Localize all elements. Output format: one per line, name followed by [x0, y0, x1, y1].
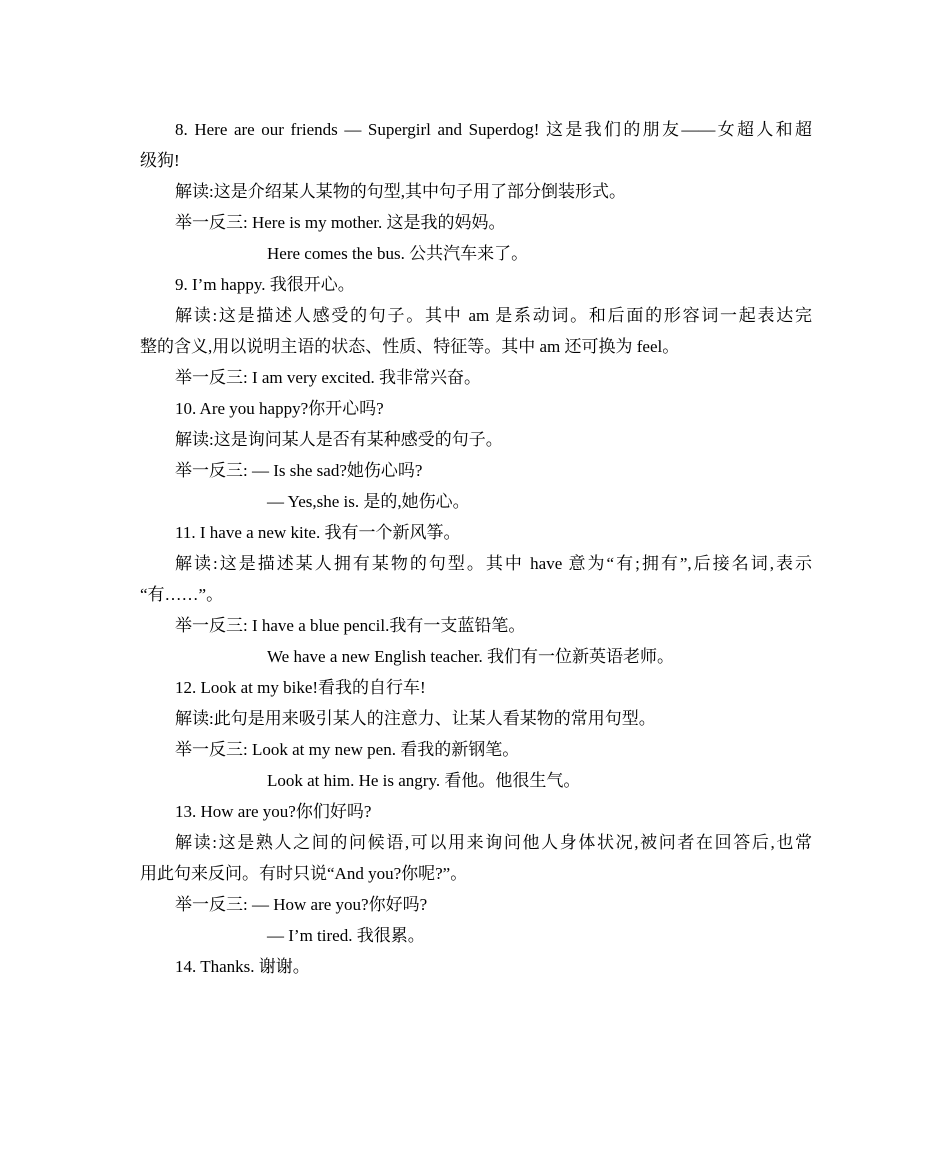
text-line: 12. Look at my bike!看我的自行车! — [175, 678, 426, 697]
text-line: 整的含义,用以说明主语的状态、性质、特征等。其中 am 还可换为 feel。 — [140, 337, 680, 356]
text-line: 级狗! — [140, 151, 180, 170]
text-line: 10. Are you happy?你开心吗? — [175, 399, 384, 418]
text-line: 举一反三: — How are you?你好吗? — [175, 895, 428, 914]
text-line: 举一反三: — Is she sad?她伤心吗? — [175, 461, 423, 480]
text-line: 举一反三: I am very excited. 我非常兴奋。 — [175, 368, 481, 387]
text-line: 13. How are you?你们好吗? — [175, 802, 372, 821]
text-line: 用此句来反问。有时只说“And you?你呢?”。 — [140, 864, 468, 883]
text-line: 11. I have a new kite. 我有一个新风筝。 — [175, 523, 461, 542]
text-line: 8. Here are our friends — Supergirl and Superdog! 这是我们的朋友——女超人和超 — [175, 120, 812, 139]
text-line: 举一反三: Look at my new pen. 看我的新钢笔。 — [175, 740, 520, 759]
text-line: Look at him. He is angry. 看他。他很生气。 — [267, 771, 581, 790]
text-line: 举一反三: I have a blue pencil.我有一支蓝铅笔。 — [175, 616, 526, 635]
text-line: 解读:这是询问某人是否有某种感受的句子。 — [175, 430, 503, 449]
text-line: “有……”。 — [140, 585, 224, 604]
text-line: 解读:这是熟人之间的问候语,可以用来询问他人身体状况,被问者在回答后,也常 — [175, 833, 812, 852]
text-line: — Yes,she is. 是的,她伤心。 — [267, 492, 470, 511]
text-line: 9. I’m happy. 我很开心。 — [175, 275, 355, 294]
text-line: We have a new English teacher. 我们有一位新英语老师。 — [267, 647, 675, 666]
text-line: 14. Thanks. 谢谢。 — [175, 957, 310, 976]
text-line: 解读:这是描述某人拥有某物的句型。其中 have 意为“有;拥有”,后接名词,表示 — [175, 554, 812, 573]
text-line: 解读:这是介绍某人某物的句型,其中句子用了部分倒装形式。 — [175, 182, 626, 201]
document-body — [140, 114, 812, 982]
text-line: 解读:此句是用来吸引某人的注意力、让某人看某物的常用句型。 — [175, 709, 656, 728]
text-line: — I’m tired. 我很累。 — [267, 926, 425, 945]
text-line: 解读:这是描述人感受的句子。其中 am 是系动词。和后面的形容词一起表达完 — [175, 306, 812, 325]
text-line: 举一反三: Here is my mother. 这是我的妈妈。 — [175, 213, 506, 232]
text-line: Here comes the bus. 公共汽车来了。 — [267, 244, 529, 263]
